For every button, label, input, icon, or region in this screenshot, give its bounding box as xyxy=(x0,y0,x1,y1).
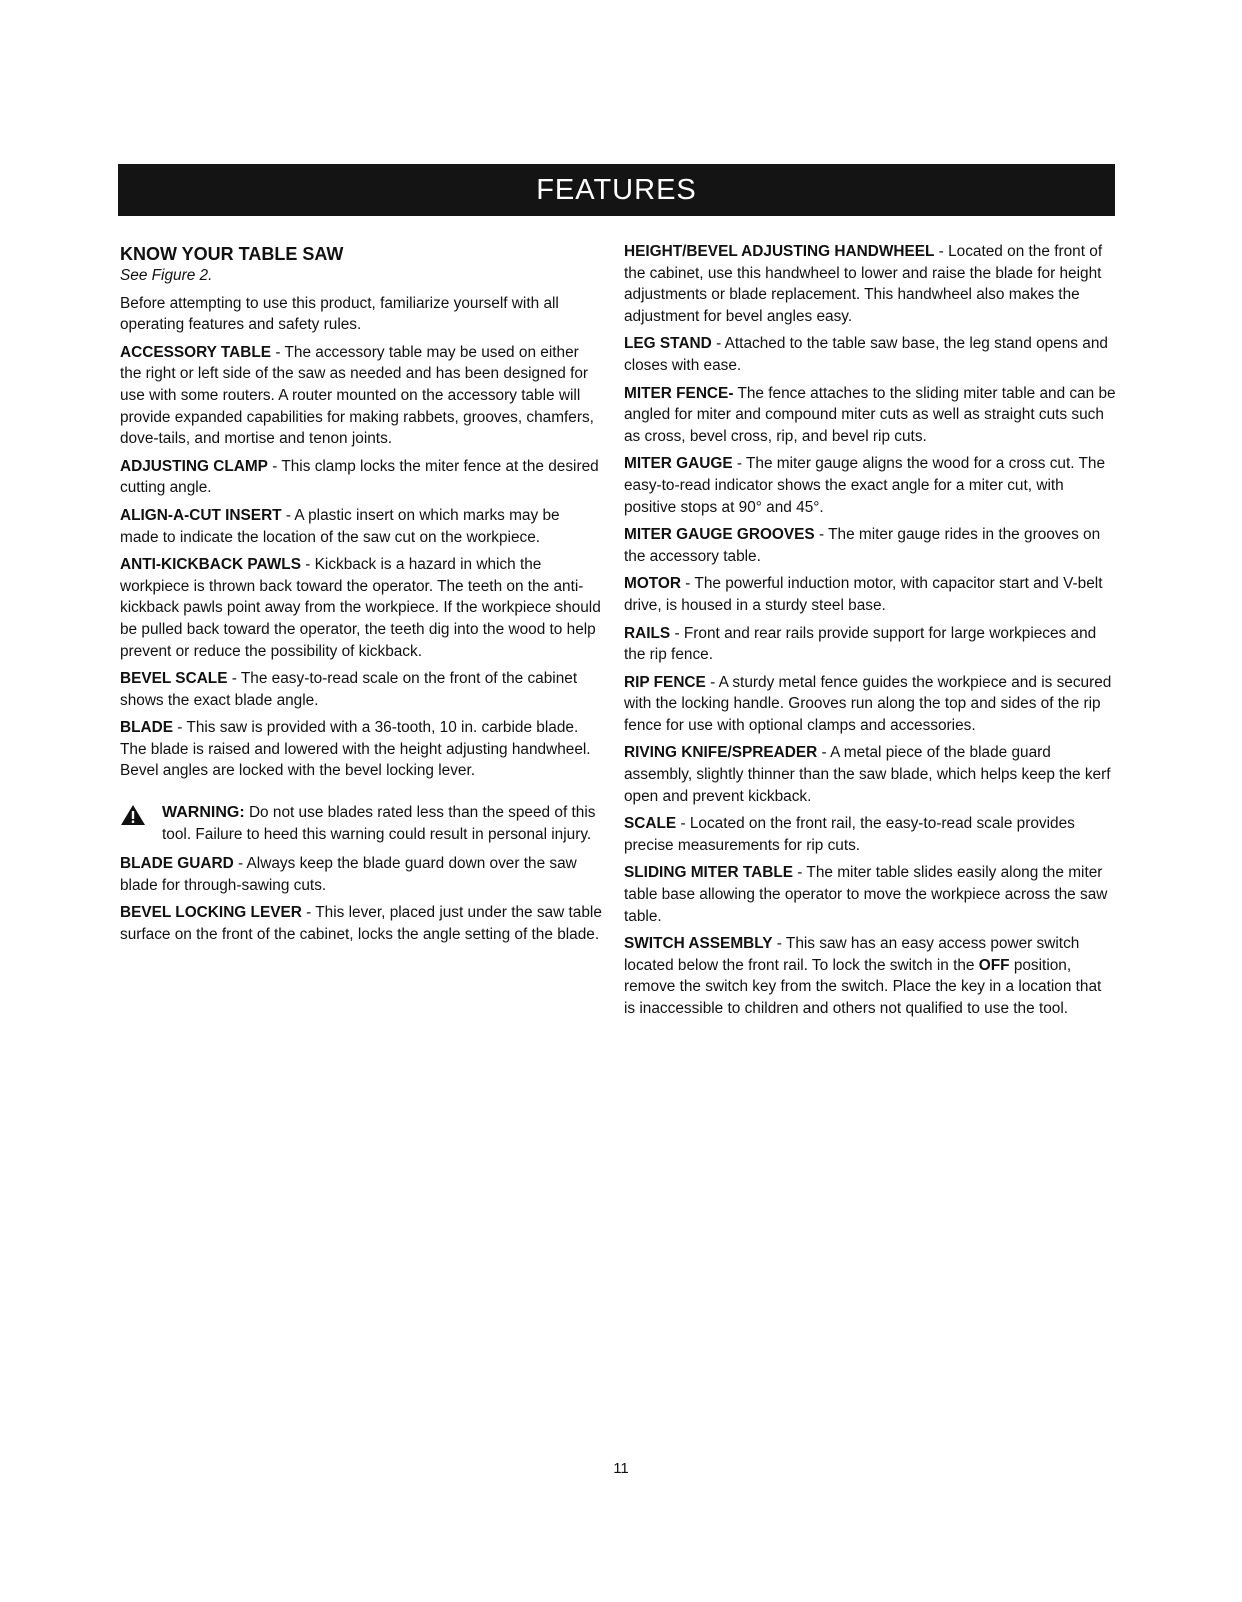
feature-miter-gauge: MITER GAUGE - The miter gauge aligns the wood for a cross cut. The easy-to-read indicator shows the exact angle for a miter cut, with positive stops at 90° and 45°. xyxy=(624,455,1106,516)
feature-term: LEG STAND xyxy=(624,335,712,353)
feature-term: SWITCH ASSEMBLY xyxy=(624,935,773,953)
feature-description: This saw has an easy access power switch located below the front rail. To lock the switch in the xyxy=(624,935,1080,974)
feature-term: BEVEL SCALE xyxy=(120,670,228,688)
intro-paragraph: Before attempting to use this product, familiarize yourself with all operating features and safety rules. xyxy=(120,294,559,334)
feature-term: RAILS xyxy=(624,624,671,642)
feature-description: The accessory table may be used on either the right or left side of the saw as needed and has been designed for use with some routers. A router mounted on the accessory table will provide expanded capabilities for making rabbets, grooves, chamfers, dove-tails, and mortise and tenon joints. xyxy=(120,343,594,448)
warning-notice xyxy=(120,802,602,845)
feature-bevel-locking-lever: BEVEL LOCKING LEVER - This lever, placed just under the saw table surface on the front of the cabinet, locks the angle setting of the blade. xyxy=(120,904,602,944)
feature-description: Front and rear rails provide support for large workpieces and the rip fence. xyxy=(624,624,1097,664)
feature-motor: MOTOR - The powerful induction motor, with capacitor start and V-belt drive, is housed in a sturdy steel base. xyxy=(624,575,1103,614)
feature-description: A metal piece of the blade guard assembly, slightly thinner than the saw blade, which helps keep the kerf open and prevent kickback. xyxy=(624,744,1111,805)
feature-rip-fence: RIP FENCE - A sturdy metal fence guides the workpiece and is secured with the locking handle. Grooves run along the top and sides of the rip fence for use with optional clamps and accessories. xyxy=(624,673,1112,734)
feature-blade: BLADE - This saw is provided with a 36-tooth, 10 in. carbide blade. The blade is raised and lowered with the height adjusting handwheel. Bevel angles are locked with the bevel locking lever. xyxy=(120,719,591,780)
banner-title: FEATURES xyxy=(536,173,697,206)
feature-bevel-scale: BEVEL SCALE - The easy-to-read scale on the front of the cabinet shows the exact blade angle. xyxy=(120,670,578,709)
feature-switch-assembly: SWITCH ASSEMBLY - This saw has an easy access power switch located below the front rail. To lock the switch in the OFF position, remove the switch key from the switch. Place the key in a location that is inaccessible to children and others not qualified to use the tool. xyxy=(624,935,1102,1017)
feature-description: The easy-to-read scale on the front of the cabinet shows the exact blade angle. xyxy=(120,670,578,709)
feature-description: This lever, placed just under the saw table surface on the front of the cabinet, locks the angle setting of the blade. xyxy=(120,904,602,944)
feature-term: MOTOR xyxy=(624,575,682,593)
feature-description: Always keep the blade guard down over the saw blade for through-sawing cuts. xyxy=(120,855,577,894)
figure-reference: See Figure 2. xyxy=(120,267,213,284)
section-title: KNOW YOUR TABLE SAW xyxy=(120,244,344,264)
feature-description: The fence attaches to the sliding miter table and can be angled for miter and compound miter cuts as well as straight cuts such as cross, bevel cross, rip, and bevel rip cuts. xyxy=(624,384,1116,445)
feature-description: This saw is provided with a 36-tooth, 10 in. carbide blade. The blade is raised and lowered with the height adjusting handwheel. Bevel angles are locked with the bevel locking lever. xyxy=(120,719,591,780)
feature-align-a-cut-insert: ALIGN-A-CUT INSERT - A plastic insert on which marks may be made to indicate the location of the saw cut on the workpiece. xyxy=(120,506,560,546)
feature-description: Kickback is a hazard in which the workpiece is thrown back toward the operator. The teeth on the anti-kickback pawls point away from the workpiece. If the workpiece should be pulled back toward the operator, the teeth dig into the wood to help prevent or reduce the possibility of kickback. xyxy=(120,556,601,660)
feature-term: ANTI-KICKBACK PAWLS xyxy=(120,556,301,574)
off-position-label: OFF xyxy=(978,956,1010,974)
feature-miter-gauge-grooves: MITER GAUGE GROOVES - The miter gauge rides in the grooves on the accessory table. xyxy=(624,526,1101,565)
feature-description: position, remove the switch key from the switch. Place the key in a location that is inaccessible to children and others not qualified to use the tool. xyxy=(624,956,1102,1017)
feature-anti-kickback-pawls: ANTI-KICKBACK PAWLS - Kickback is a hazard in which the workpiece is thrown back toward the operator. The teeth on the anti-kickback pawls point away from the workpiece. If the workpiece should be pulled back toward the operator, the teeth dig into the wood to help prevent or reduce the possibility of kickback. xyxy=(120,556,601,660)
feature-scale: SCALE - Located on the front rail, the easy-to-read scale provides precise measurements for rip cuts. xyxy=(624,815,1075,854)
feature-description: A plastic insert on which marks may be made to indicate the location of the saw cut on the workpiece. xyxy=(120,506,560,546)
feature-description: A sturdy metal fence guides the workpiece and is secured with the locking handle. Grooves run along the top and sides of the rip fence for use with optional clamps and accessories. xyxy=(624,673,1112,734)
warning-label: WARNING: xyxy=(162,804,245,822)
feature-term: MITER GAUGE xyxy=(624,455,733,473)
right-column xyxy=(624,241,1116,1026)
feature-term: RIP FENCE xyxy=(624,673,706,691)
feature-description: Located on the front of the cabinet, use this handwheel to lower and raise the blade for height adjustments or blade replacement. This handwheel also makes the adjustment for bevel angles easy. xyxy=(624,243,1103,325)
feature-term: ADJUSTING CLAMP xyxy=(120,457,268,475)
feature-description: Attached to the table saw base, the leg stand opens and closes with ease. xyxy=(624,335,1108,374)
feature-term: MITER GAUGE GROOVES xyxy=(624,526,815,544)
feature-description: Located on the front rail, the easy-to-read scale provides precise measurements for rip cuts. xyxy=(624,815,1075,854)
feature-term: RIVING KNIFE/SPREADER xyxy=(624,744,818,762)
feature-term: ALIGN-A-CUT INSERT xyxy=(120,506,282,524)
feature-riving-knife-spreader: RIVING KNIFE/SPREADER - A metal piece of the blade guard assembly, slightly thinner than the saw blade, which helps keep the kerf open and prevent kickback. xyxy=(624,744,1111,805)
feature-term: HEIGHT/BEVEL ADJUSTING HANDWHEEL xyxy=(624,243,935,260)
section-banner xyxy=(118,164,1115,216)
feature-term: ACCESSORY TABLE xyxy=(120,343,272,361)
feature-rails: RAILS - Front and rear rails provide support for large workpieces and the rip fence. xyxy=(624,624,1097,664)
warning-triangle-icon xyxy=(120,804,146,826)
feature-accessory-table: ACCESSORY TABLE - The accessory table may be used on either the right or left side of the saw as needed and has been designed for use with some routers. A router mounted on the accessory table will provide expanded capabilities for making rabbets, grooves, chamfers, dove-tails, and mortise and tenon joints. xyxy=(120,343,594,448)
feature-term: SLIDING MITER TABLE xyxy=(624,864,794,882)
feature-height-bevel-handwheel: HEIGHT/BEVEL ADJUSTING HANDWHEEL - Located on the front of the cabinet, use this handwheel to lower and raise the blade for height adjustments or blade replacement. This handwheel also makes the adjustment for bevel angles easy. xyxy=(624,243,1103,325)
feature-blade-guard: BLADE GUARD - Always keep the blade guard down over the saw blade for through-sawing cuts. xyxy=(120,855,577,894)
feature-term: SCALE xyxy=(624,815,677,833)
feature-term: MITER FENCE- xyxy=(624,384,734,402)
feature-description: The powerful induction motor, with capacitor start and V-belt drive, is housed in a sturdy steel base. xyxy=(624,575,1103,614)
feature-term: BLADE GUARD xyxy=(120,855,234,873)
feature-description: The miter table slides easily along the miter table base allowing the operator to move the workpiece across the saw table. xyxy=(624,864,1108,925)
feature-term: BEVEL LOCKING LEVER xyxy=(120,904,302,922)
warning-text: Do not use blades rated less than the speed of this tool. Failure to heed this warning could result in personal injury. xyxy=(162,804,596,843)
feature-description: This clamp locks the miter fence at the desired cutting angle. xyxy=(120,457,599,497)
page-number: 11 xyxy=(613,1460,629,1477)
feature-description: The miter gauge rides in the grooves on the accessory table. xyxy=(624,526,1101,565)
feature-sliding-miter-table: SLIDING MITER TABLE - The miter table slides easily along the miter table base allowing the operator to move the workpiece across the saw table. xyxy=(624,864,1108,925)
feature-leg-stand: LEG STAND - Attached to the table saw base, the leg stand opens and closes with ease. xyxy=(624,335,1108,374)
feature-adjusting-clamp: ADJUSTING CLAMP - This clamp locks the miter fence at the desired cutting angle. xyxy=(120,457,599,497)
feature-miter-fence xyxy=(624,383,1116,448)
feature-term: BLADE xyxy=(120,719,174,737)
feature-description: The miter gauge aligns the wood for a cross cut. The easy-to-read indicator shows the exact angle for a miter cut, with positive stops at 90° and 45°. xyxy=(624,455,1106,516)
left-column xyxy=(120,241,602,952)
